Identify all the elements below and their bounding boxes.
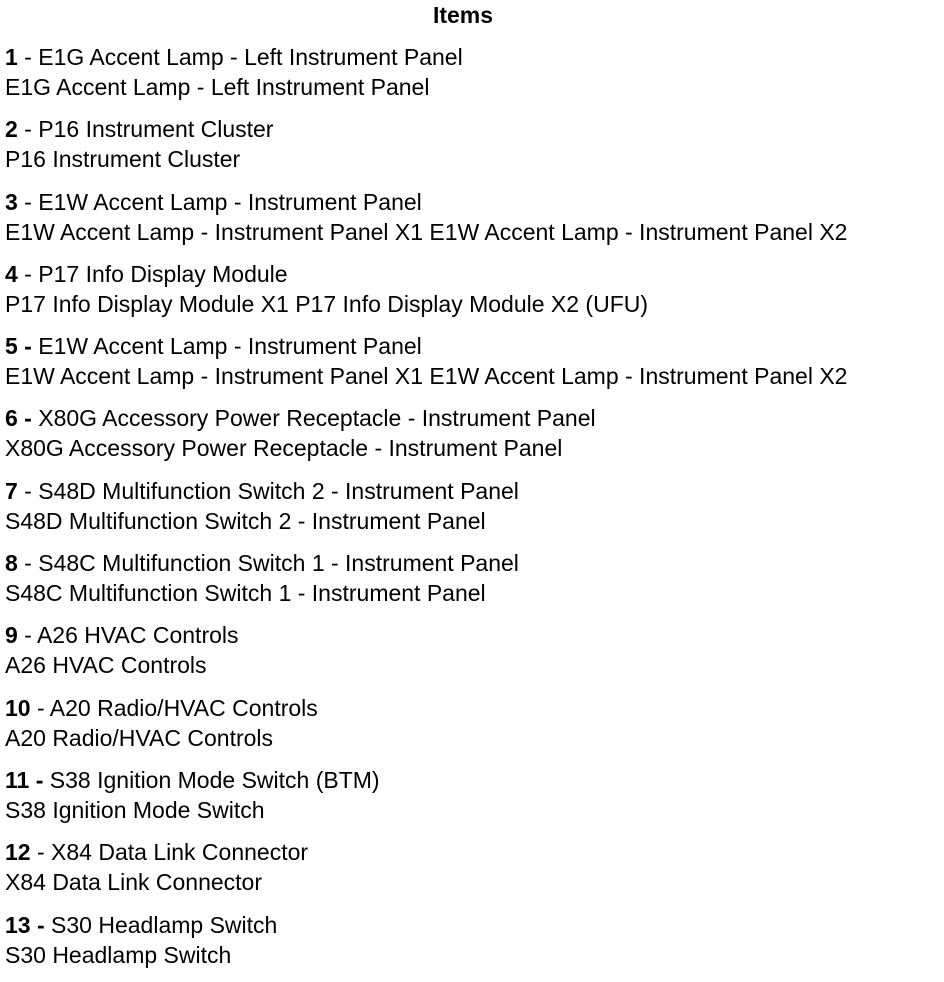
item-title-line bbox=[5, 331, 940, 361]
item-description: A26 HVAC Controls bbox=[5, 652, 207, 679]
item-number: 13 bbox=[5, 911, 31, 938]
item-title: X84 Data Link Connector bbox=[51, 839, 309, 866]
item-description: E1G Accent Lamp - Left Instrument Panel bbox=[5, 74, 430, 100]
item-separator: - bbox=[17, 116, 39, 143]
item-number: 8 bbox=[5, 550, 18, 577]
items-header: Items bbox=[432, 2, 494, 28]
item-number: 6 bbox=[5, 405, 18, 432]
list-item bbox=[5, 910, 940, 982]
item-title: E1G Accent Lamp - Left Instrument Panel bbox=[38, 44, 463, 70]
list-item bbox=[5, 837, 940, 909]
list-item bbox=[5, 403, 940, 475]
item-description: S30 Headlamp Switch bbox=[5, 941, 232, 968]
item-title: P16 Instrument Cluster bbox=[38, 116, 274, 143]
item-title-line bbox=[5, 476, 940, 506]
item-title: S38 Ignition Mode Switch (BTM) bbox=[49, 766, 380, 793]
items-list bbox=[5, 42, 940, 982]
item-title-line bbox=[5, 42, 940, 72]
list-item bbox=[5, 114, 940, 186]
item-separator: - bbox=[17, 260, 39, 287]
item-separator: - bbox=[30, 911, 52, 938]
item-description: S38 Ignition Mode Switch bbox=[5, 796, 265, 823]
item-number: 3 bbox=[5, 188, 18, 215]
item-number: 10 bbox=[5, 694, 31, 721]
item-title: X80G Accessory Power Receptacle - Instrument Panel bbox=[38, 405, 596, 432]
item-title: E1W Accent Lamp - Instrument Panel bbox=[38, 333, 422, 360]
item-title: S48D Multifunction Switch 2 - Instrument Panel bbox=[38, 477, 519, 504]
item-title: S30 Headlamp Switch bbox=[51, 911, 278, 938]
list-item bbox=[5, 548, 940, 620]
item-title: S48C Multifunction Switch 1 - Instrument Panel bbox=[38, 550, 519, 577]
item-title: A20 Radio/HVAC Controls bbox=[49, 694, 318, 721]
item-separator: - bbox=[29, 766, 50, 793]
item-title-line bbox=[5, 910, 940, 940]
item-number: 5 bbox=[5, 333, 18, 360]
item-description: S48D Multifunction Switch 2 - Instrument Panel bbox=[5, 507, 486, 534]
item-description: P17 Info Display Module X1 P17 Info Display Module X2 (UFU) bbox=[5, 290, 649, 317]
item-number: 4 bbox=[5, 260, 18, 287]
item-description: P16 Instrument Cluster bbox=[5, 146, 241, 173]
list-item bbox=[5, 259, 940, 331]
item-number: 11 bbox=[5, 766, 30, 793]
item-title-line bbox=[5, 187, 940, 217]
list-item bbox=[5, 331, 940, 403]
item-title-line bbox=[5, 259, 940, 289]
item-title-line bbox=[5, 837, 940, 867]
item-number: 9 bbox=[5, 622, 18, 649]
item-title-line bbox=[5, 548, 940, 578]
item-separator: - bbox=[17, 333, 39, 360]
item-separator: - bbox=[17, 477, 39, 504]
item-separator: - bbox=[17, 188, 39, 215]
item-title: P17 Info Display Module bbox=[38, 260, 288, 287]
item-title-line bbox=[5, 765, 940, 795]
item-separator: - bbox=[17, 622, 37, 649]
item-separator: - bbox=[17, 44, 39, 70]
item-description: E1W Accent Lamp - Instrument Panel X1 E1W Accent Lamp - Instrument Panel X2 bbox=[5, 363, 848, 390]
item-description: A20 Radio/HVAC Controls bbox=[5, 724, 274, 751]
item-description: S48C Multifunction Switch 1 - Instrument Panel bbox=[5, 580, 486, 607]
item-number: 7 bbox=[5, 477, 18, 504]
list-item bbox=[5, 620, 940, 692]
list-item bbox=[5, 476, 940, 548]
list-item bbox=[5, 187, 940, 259]
item-title: A26 HVAC Controls bbox=[36, 622, 239, 649]
item-separator: - bbox=[17, 405, 39, 432]
item-title-line bbox=[5, 114, 940, 144]
list-item bbox=[5, 765, 940, 837]
item-title-line bbox=[5, 403, 940, 433]
item-separator: - bbox=[30, 839, 52, 866]
item-number: 2 bbox=[5, 116, 18, 143]
item-number: 1 bbox=[5, 44, 18, 70]
item-separator: - bbox=[30, 694, 50, 721]
item-number: 12 bbox=[5, 839, 31, 866]
item-separator: - bbox=[17, 550, 39, 577]
item-description: X84 Data Link Connector bbox=[5, 869, 262, 896]
list-item bbox=[5, 42, 940, 114]
item-description: E1W Accent Lamp - Instrument Panel X1 E1W Accent Lamp - Instrument Panel X2 bbox=[5, 218, 848, 245]
item-title-line bbox=[5, 620, 940, 650]
item-title: E1W Accent Lamp - Instrument Panel bbox=[38, 188, 422, 215]
list-item bbox=[5, 693, 940, 765]
item-description: X80G Accessory Power Receptacle - Instrument Panel bbox=[5, 435, 563, 462]
item-title-line bbox=[5, 693, 940, 723]
